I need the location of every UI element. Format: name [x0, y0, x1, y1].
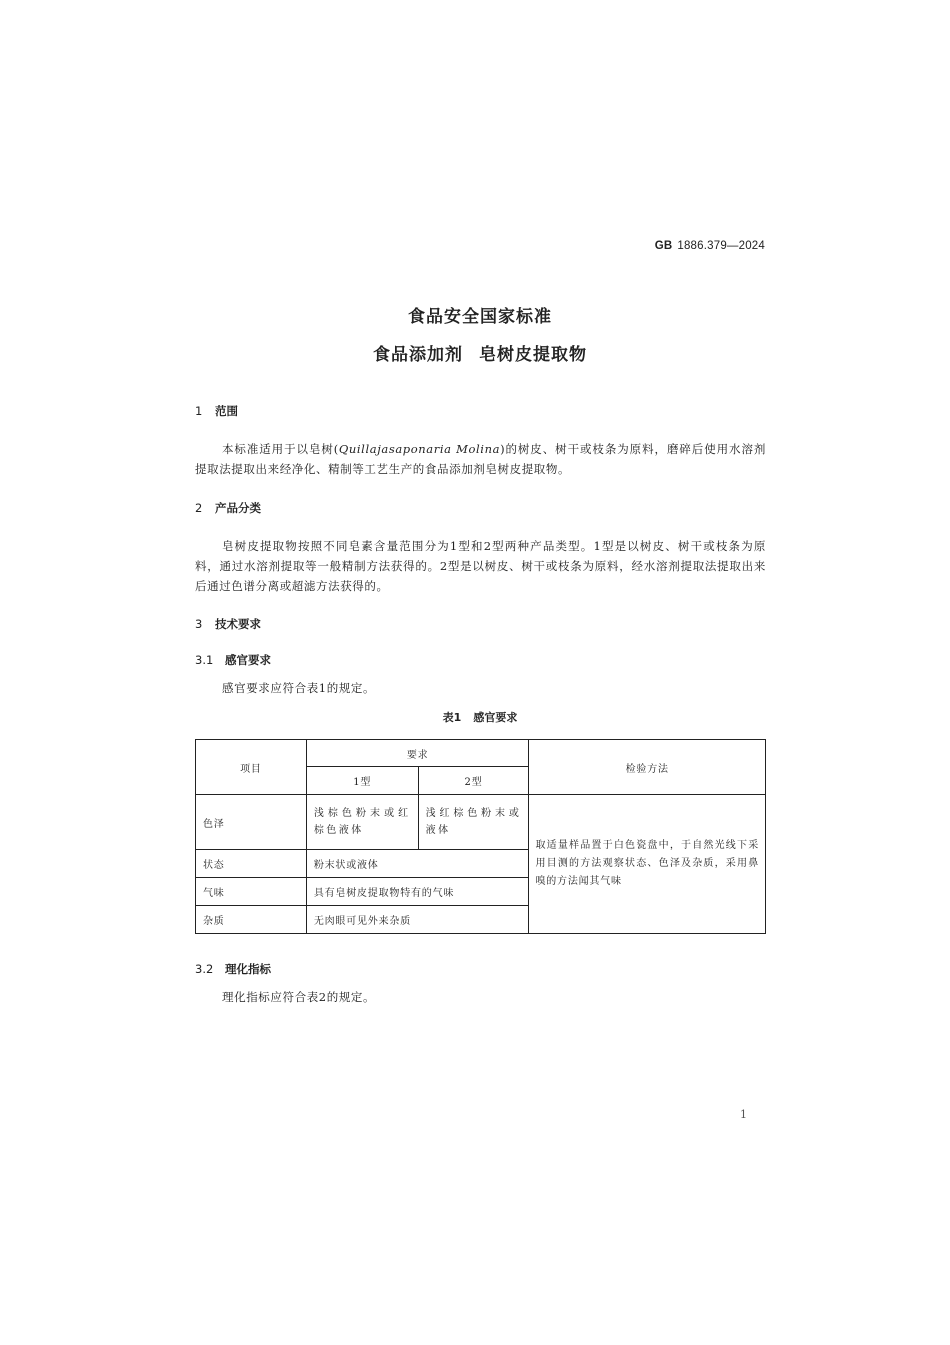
document-subtitle: [0, 340, 950, 365]
standard-code: [560, 240, 765, 252]
section-title: 范围: [215, 404, 238, 418]
header-item: 项目: [196, 740, 307, 795]
table-caption-title: 感官要求: [473, 711, 518, 724]
row-item: 色泽: [196, 795, 307, 850]
row-item: 杂质: [196, 906, 307, 934]
section-title: 技术要求: [215, 617, 261, 631]
header-type-2: 2型: [418, 767, 529, 795]
row-type-2-value: 浅红棕色粉末或液体: [418, 795, 529, 850]
section-heading-3-1: [195, 652, 271, 668]
section-heading-1: [195, 403, 238, 419]
row-merged-value: 无肉眼可见外来杂质: [306, 906, 529, 934]
page-number: 1: [740, 1108, 747, 1121]
section-heading-3: [195, 616, 261, 632]
latin-name: Quillajasaponaria Molina: [338, 442, 501, 456]
row-merged-value: 粉末状或液体: [306, 850, 529, 878]
table-row: [196, 795, 766, 850]
document-title: 食品安全国家标准: [408, 307, 552, 327]
header-type-1: 1型: [306, 767, 418, 795]
table-caption-number: 表1: [442, 711, 462, 724]
row-merged-value: 具有皂树皮提取物特有的气味: [306, 878, 529, 906]
header-requirement: 要求: [306, 740, 529, 767]
section-number: 2: [195, 501, 203, 515]
section-number: 3: [195, 617, 203, 631]
paragraph-text: 本标准适用于以皂树(: [222, 442, 339, 456]
table-caption: [0, 709, 950, 725]
section-2-paragraph: 皂树皮提取物按照不同皂素含量范围分为1型和2型两种产品类型。1型是以树皮、树干或枝条为原料，通过水溶剂提取等一般精制方法获得的。2型是以树皮、树干或枝条为原料，经水溶剂提取法提取出来后通过色谱分离或超滤方法获得的。: [195, 539, 766, 593]
section-number: 3.1: [195, 653, 214, 667]
paragraph-text: )的树皮、树干或枝条为原料，磨碎后使用水溶剂提取法提取出来经净化、精制等工艺生产的食品添加剂皂树皮提取物。: [195, 442, 766, 476]
section-1-paragraph: [195, 439, 766, 479]
section-title: 产品分类: [215, 501, 261, 515]
table-header-row: [196, 740, 766, 767]
section-number: 1: [195, 404, 203, 418]
sensory-requirements-table: [195, 739, 766, 934]
row-item: 气味: [196, 878, 307, 906]
row-item: 状态: [196, 850, 307, 878]
section-3-2-paragraph: 理化指标应符合表2的规定。: [222, 990, 376, 1004]
section-heading-2: [195, 500, 261, 516]
row-type-1-value: 浅棕色粉末或红棕色液体: [306, 795, 418, 850]
section-heading-3-2: [195, 961, 271, 977]
standard-code-number: 1886.379—2024: [677, 240, 765, 252]
header-method: 检验方法: [529, 740, 766, 795]
test-method-cell: 取适量样品置于白色瓷盘中，于自然光线下采用目测的方法观察状态、色泽及杂质，采用鼻嗅的方法闻其气味: [529, 795, 766, 934]
section-title: 理化指标: [225, 962, 271, 976]
standard-code-prefix: GB: [654, 240, 673, 252]
section-3-1-paragraph: 感官要求应符合表1的规定。: [222, 681, 376, 695]
subtitle-category: 食品添加剂: [373, 345, 463, 365]
section-title: 感官要求: [225, 653, 271, 667]
section-number: 3.2: [195, 962, 214, 976]
subtitle-product: 皂树皮提取物: [479, 345, 587, 365]
